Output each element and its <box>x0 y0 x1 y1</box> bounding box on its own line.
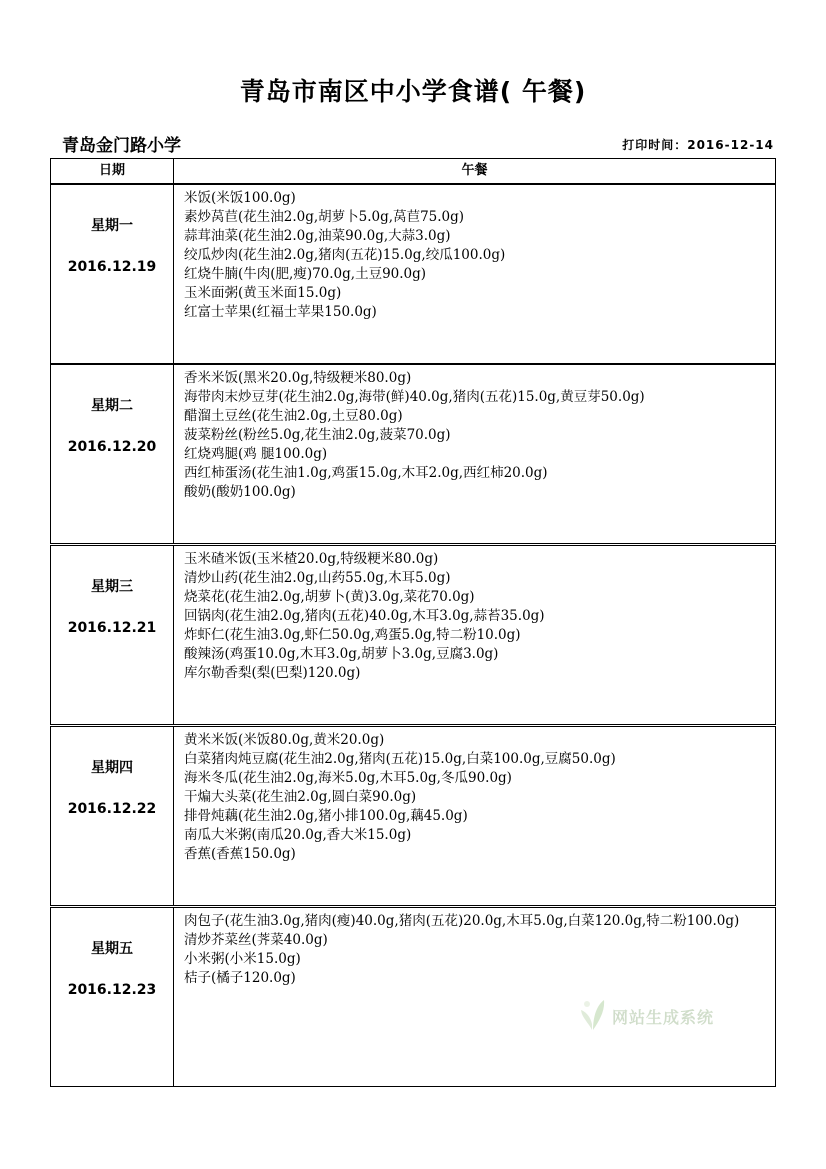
date-column-header: 日期 <box>51 159 174 183</box>
day-cell <box>51 727 174 905</box>
date-label: 2016.12.21 <box>67 620 157 636</box>
leaf-logo-icon <box>578 996 608 1036</box>
menu-item: 海米冬瓜(花生油2.0g,海米5.0g,木耳5.0g,冬瓜90.0g) <box>184 770 512 786</box>
menu-item: 排骨炖藕(花生油2.0g,猪小排100.0g,藕45.0g) <box>184 808 468 824</box>
menu-item: 玉米碴米饭(玉米楂20.0g,特级粳米80.0g) <box>184 551 439 567</box>
weekday-label: 星期五 <box>91 941 133 957</box>
menu-item: 红烧鸡腿(鸡 腿100.0g) <box>184 446 328 462</box>
day-cell <box>51 546 174 724</box>
day-row-wednesday <box>50 545 776 725</box>
menu-item: 库尔勒香梨(梨(巴梨)120.0g) <box>184 665 361 681</box>
menu-cell <box>174 185 775 363</box>
day-cell <box>51 908 174 1086</box>
weekday-label: 星期一 <box>91 218 133 234</box>
menu-item: 黄米米饭(米饭80.0g,黄米20.0g) <box>184 732 385 748</box>
menu-item: 西红柿蛋汤(花生油1.0g,鸡蛋15.0g,木耳2.0g,西红柿20.0g) <box>184 465 548 481</box>
menu-item: 红富士苹果(红福士苹果150.0g) <box>184 304 377 320</box>
day-cell <box>51 185 174 363</box>
lunch-column-header: 午餐 <box>461 163 488 178</box>
day-row-monday <box>50 184 776 364</box>
date-label: 2016.12.22 <box>67 801 157 817</box>
menu-item: 海带肉末炒豆芽(花生油2.0g,海带(鲜)40.0g,猪肉(五花)15.0g,黄豆芽50.0g) <box>184 389 645 405</box>
weekday-label: 星期二 <box>91 398 133 414</box>
menu-item: 红烧牛腩(牛肉(肥,瘦)70.0g,土豆90.0g) <box>184 266 427 282</box>
date-label: 2016.12.23 <box>67 982 157 998</box>
day-row-tuesday <box>50 364 776 544</box>
menu-item: 清炒山药(花生油2.0g,山药55.0g,木耳5.0g) <box>184 570 451 586</box>
school-name: 青岛金门路小学 <box>62 136 181 156</box>
menu-item: 清炒芥菜丝(荠菜40.0g) <box>184 932 328 948</box>
table-header <box>50 158 776 184</box>
menu-item: 烧菜花(花生油2.0g,胡萝卜(黄)3.0g,菜花70.0g) <box>184 589 475 605</box>
date-label: 2016.12.19 <box>67 259 157 275</box>
menu-cell <box>174 546 775 724</box>
menu-item: 绞瓜炒肉(花生油2.0g,猪肉(五花)15.0g,绞瓜100.0g) <box>184 247 506 263</box>
watermark-text: 网站生成系统 <box>612 1007 715 1027</box>
weekday-label: 星期三 <box>91 579 133 595</box>
menu-item: 蒜茸油菜(花生油2.0g,油菜90.0g,大蒜3.0g) <box>184 228 451 244</box>
menu-item: 玉米面粥(黄玉米面15.0g) <box>184 285 342 301</box>
menu-item: 醋溜土豆丝(花生油2.0g,土豆80.0g) <box>184 408 403 424</box>
menu-item: 酸奶(酸奶100.0g) <box>184 484 296 500</box>
menu-item: 白菜猪肉炖豆腐(花生油2.0g,猪肉(五花)15.0g,白菜100.0g,豆腐50.0g) <box>184 751 616 767</box>
menu-item: 桔子(橘子120.0g) <box>184 970 296 986</box>
day-row-thursday <box>50 726 776 906</box>
menu-item: 素炒莴苣(花生油2.0g,胡萝卜5.0g,莴苣75.0g) <box>184 209 465 225</box>
watermark <box>578 996 714 1036</box>
menu-item: 小米粥(小米15.0g) <box>184 951 301 967</box>
menu-item: 香蕉(香蕉150.0g) <box>184 846 296 862</box>
menu-item: 酸辣汤(鸡蛋10.0g,木耳3.0g,胡萝卜3.0g,豆腐3.0g) <box>184 646 499 662</box>
menu-item: 香米米饭(黑米20.0g,特级粳米80.0g) <box>184 370 412 386</box>
date-label: 2016.12.20 <box>67 439 157 455</box>
day-cell <box>51 365 174 543</box>
weekday-label: 星期四 <box>91 760 133 776</box>
menu-item: 肉包子(花生油3.0g,猪肉(瘦)40.0g,猪肉(五花)20.0g,木耳5.0g,白菜120.0g,特二粉100.0g) <box>184 913 740 929</box>
menu-item: 炸虾仁(花生油3.0g,虾仁50.0g,鸡蛋5.0g,特二粉10.0g) <box>184 627 521 643</box>
menu-item: 回锅肉(花生油2.0g,猪肉(五花)40.0g,木耳3.0g,蒜苔35.0g) <box>184 608 545 624</box>
menu-item: 米饭(米饭100.0g) <box>184 190 296 206</box>
menu-item: 菠菜粉丝(粉丝5.0g,花生油2.0g,菠菜70.0g) <box>184 427 451 443</box>
menu-cell <box>174 727 775 905</box>
menu-cell <box>174 365 775 543</box>
print-time: 打印时间：2016-12-14 <box>622 138 774 152</box>
menu-item: 南瓜大米粥(南瓜20.0g,香大米15.0g) <box>184 827 412 843</box>
page-title: 青岛市南区中小学食谱( 午餐) <box>239 77 587 106</box>
menu-item: 干煸大头菜(花生油2.0g,圆白菜90.0g) <box>184 789 417 805</box>
